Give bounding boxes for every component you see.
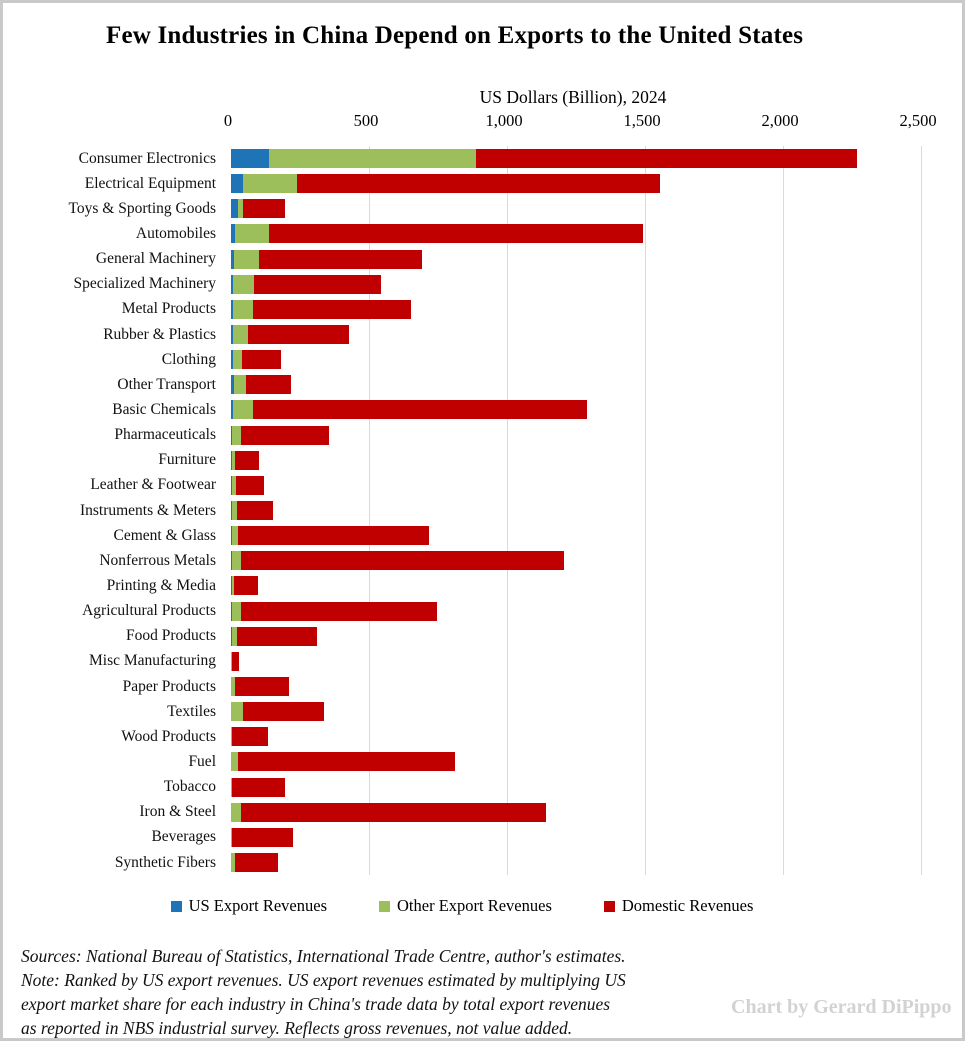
author-watermark: Chart by Gerard DiPippo [731,996,952,1018]
segment-other-export [235,224,268,243]
chart-row [3,775,921,800]
category-label: Iron & Steel [139,803,216,821]
chart-row [3,448,921,473]
segment-other-export [269,149,476,168]
segment-domestic [242,350,281,369]
category-label: Paper Products [122,677,216,695]
segment-domestic [297,174,660,193]
category-label: Basic Chemicals [112,400,216,418]
segment-domestic [241,803,546,822]
legend-label: US Export Revenues [188,896,327,915]
segment-other-export [243,174,297,193]
bar-track [231,174,921,193]
category-label: Nonferrous Metals [99,551,216,569]
category-label: Misc Manufacturing [89,652,216,670]
segment-domestic [232,652,239,671]
chart-row [3,674,921,699]
chart-row [3,599,921,624]
category-label: Synthetic Fibers [114,853,216,871]
segment-domestic [238,752,455,771]
bar-track [231,501,921,520]
segment-other-export [233,325,248,344]
segment-other-export [232,426,241,445]
bar-track [231,451,921,470]
chart-row [3,498,921,523]
segment-domestic [259,250,422,269]
chart-row [3,473,921,498]
category-label: Metal Products [121,300,216,318]
x-tick-label: 1,500 [623,111,661,130]
segment-other-export [234,375,246,394]
source-note-line: Note: Ranked by US export revenues. US export revenues estimated by multiplying US [21,969,626,990]
bar-track [231,677,921,696]
bar-track [231,727,921,746]
category-label: Beverages [151,828,216,846]
bar-track [231,426,921,445]
segment-us-export [231,199,238,218]
category-label: Specialized Machinery [73,275,216,293]
bar-track [231,300,921,319]
chart-row [3,171,921,196]
bar-track [231,224,921,243]
segment-domestic [253,400,586,419]
chart-row [3,372,921,397]
segment-other-export [232,551,242,570]
chart-row [3,850,921,875]
x-tick-label: 0 [223,111,233,130]
bar-track [231,375,921,394]
bar-track [231,627,921,646]
chart-row [3,423,921,448]
legend-label: Other Export Revenues [397,896,552,915]
bar-track [231,752,921,771]
segment-domestic [232,727,267,746]
segment-domestic [238,526,429,545]
legend-item [171,896,327,916]
chart-row [3,196,921,221]
legend-swatch-icon [171,901,182,912]
segment-domestic [241,551,564,570]
chart-row [3,247,921,272]
chart-row [3,724,921,749]
bar-track [231,325,921,344]
category-label: Instruments & Meters [79,501,216,519]
category-label: Agricultural Products [82,602,216,620]
segment-domestic [243,199,284,218]
category-label: Leather & Footwear [90,476,216,494]
source-note-line: Sources: National Bureau of Statistics, International Trade Centre, author's estimates. [21,946,626,966]
segment-domestic [236,476,265,495]
segment-domestic [235,451,258,470]
bar-track [231,778,921,797]
chart-row [3,221,921,246]
source-note-line: export market share for each industry in China's trade data by total export revenues [21,993,611,1014]
source-note-line: as reported in NBS industrial survey. Reflects gross revenues, not value added. [21,1017,573,1038]
segment-domestic [232,778,286,797]
segment-domestic [241,602,436,621]
segment-other-export [231,803,241,822]
source-note [21,945,741,1041]
bar-track [231,476,921,495]
category-label: Textiles [167,702,216,720]
category-label: Other Transport [117,375,216,393]
chart-row [3,272,921,297]
segment-domestic [232,828,294,847]
category-label: General Machinery [95,250,216,268]
segment-domestic [269,224,644,243]
segment-domestic [234,576,257,595]
x-tick-label: 2,500 [899,111,937,130]
segment-domestic [246,375,290,394]
segment-other-export [233,300,252,319]
segment-other-export [232,602,242,621]
segment-other-export [231,702,243,721]
segment-domestic [248,325,349,344]
chart-row [3,573,921,598]
bar-track [231,526,921,545]
chart-row [3,397,921,422]
chart-row [3,649,921,674]
chart-title: Few Industries in China Depend on Exports to the United States [106,22,804,49]
segment-other-export [231,752,238,771]
chart-row [3,347,921,372]
bar-track [231,853,921,872]
chart-row [3,548,921,573]
bar-track [231,400,921,419]
category-label: Tobacco [163,778,216,796]
bar-track [231,652,921,671]
segment-domestic [243,702,324,721]
category-label: Pharmaceuticals [114,426,216,444]
category-label: Furniture [158,451,216,469]
category-label: Food Products [126,627,216,645]
chart-row [3,624,921,649]
segment-domestic [254,275,380,294]
category-label: Printing & Media [106,576,216,594]
segment-domestic [476,149,857,168]
segment-other-export [233,400,253,419]
legend-item [604,896,754,916]
category-label: Rubber & Plastics [103,325,216,343]
category-label: Automobiles [135,224,216,242]
segment-other-export [233,350,241,369]
x-tick-label: 2,000 [761,111,799,130]
bar-track [231,275,921,294]
legend-item [379,896,552,916]
x-axis-tick-row [223,111,937,133]
chart-row [3,146,921,171]
legend [3,896,921,916]
segment-domestic [237,501,274,520]
chart-row [3,523,921,548]
bar-rows [3,146,921,875]
segment-us-export [231,174,243,193]
segment-other-export [232,526,239,545]
x-axis-title: US Dollars (Billion), 2024 [479,87,667,107]
segment-domestic [253,300,412,319]
bar-track [231,250,921,269]
segment-other-export [234,250,259,269]
plot-area [3,146,921,875]
chart-row [3,297,921,322]
bar-track [231,602,921,621]
legend-label: Domestic Revenues [621,896,754,915]
gridline [921,146,922,875]
category-label: Toys & Sporting Goods [68,199,216,217]
segment-domestic [235,677,289,696]
category-label: Fuel [188,752,216,770]
segment-domestic [241,426,329,445]
segment-domestic [235,853,278,872]
bar-track [231,828,921,847]
chart-row [3,825,921,850]
chart-row [3,749,921,774]
chart-row [3,322,921,347]
category-label: Wood Products [121,727,216,745]
category-label: Clothing [161,350,216,368]
chart-row [3,800,921,825]
segment-other-export [233,275,254,294]
category-label: Consumer Electronics [78,149,216,167]
legend-swatch-icon [604,901,615,912]
bar-track [231,199,921,218]
legend-swatch-icon [379,901,390,912]
bar-track [231,576,921,595]
bar-track [231,803,921,822]
segment-domestic [237,627,317,646]
category-label: Electrical Equipment [84,174,216,192]
segment-us-export [231,149,269,168]
bar-track [231,350,921,369]
bar-track [231,149,921,168]
bar-track [231,551,921,570]
bar-track [231,702,921,721]
category-label: Cement & Glass [113,526,216,544]
x-tick-label: 500 [353,111,379,130]
chart-row [3,699,921,724]
x-tick-label: 1,000 [485,111,523,130]
